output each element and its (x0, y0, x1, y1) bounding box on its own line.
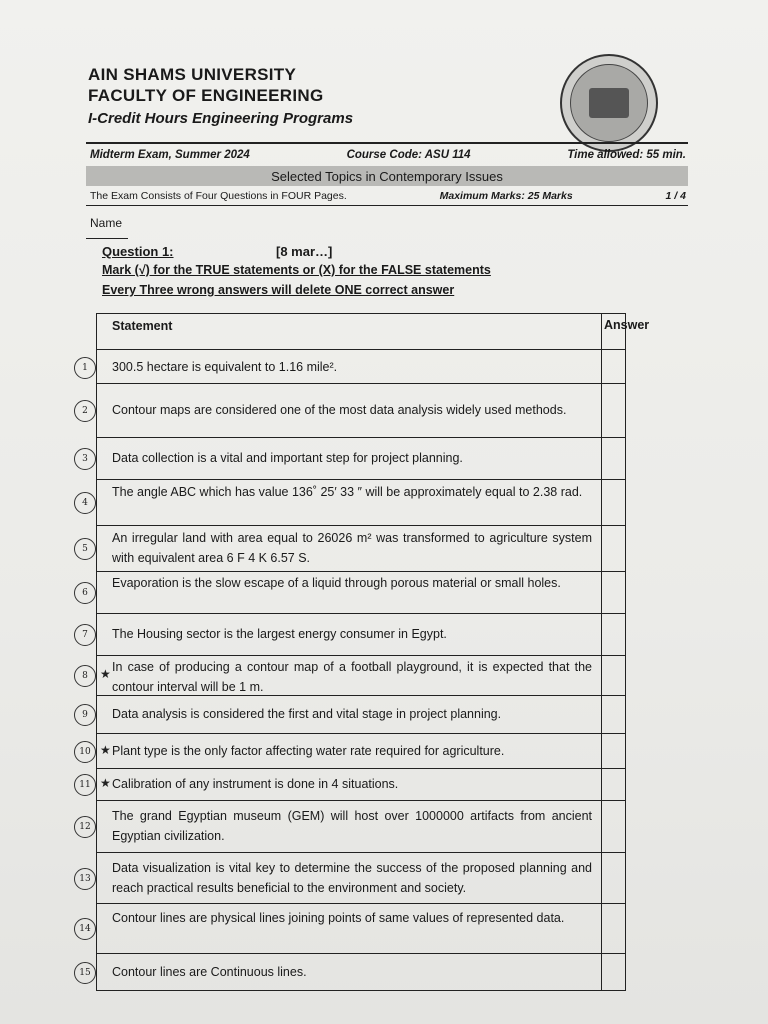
answer-cell[interactable] (602, 734, 625, 768)
question-marks: [8 mar…] (276, 244, 333, 259)
university-seal-icon (560, 54, 658, 152)
answer-cell[interactable] (602, 614, 625, 655)
statement-text: The angle ABC which has value 136˚ 25′ 33 ″ will be approximately equal to 2.38 rad. (112, 485, 583, 499)
answer-cell[interactable] (602, 480, 625, 525)
faculty-name: FACULTY OF ENGINEERING (88, 86, 324, 105)
question-number-badge: 3 (74, 448, 96, 470)
table-row (96, 613, 626, 655)
answer-cell[interactable] (602, 801, 625, 852)
table-row (96, 768, 626, 800)
table-row (96, 479, 626, 525)
statement-text: Evaporation is the slow escape of a liquid through porous material or small holes. (112, 576, 561, 590)
course-code: Course Code: ASU 114 (346, 149, 471, 161)
question-number-badge: 12 (74, 816, 96, 838)
answer-cell[interactable] (602, 904, 625, 953)
statement-text: 300.5 hectare is equivalent to 1.16 mile². (112, 359, 338, 374)
answer-cell[interactable] (602, 526, 625, 571)
column-header-statement: Statement (112, 319, 173, 333)
question-number-badge: 8 (74, 665, 96, 687)
programs-name: I-Credit Hours Engineering Programs (88, 110, 354, 127)
question-number-badge: 6 (74, 582, 96, 604)
exam-consists: The Exam Consists of Four Questions in FOUR Pages. (90, 190, 347, 202)
answer-cell[interactable] (602, 954, 625, 990)
statement-text: Data visualization is vital key to determine the success of the proposed planning and reach practical results beneficial to the environment and society. (112, 860, 592, 895)
time-allowed: Time allowed: 55 min. (567, 149, 686, 161)
table-row (96, 525, 626, 571)
table-row (96, 852, 626, 903)
student-name-label: Name (90, 216, 123, 230)
table-row (96, 903, 626, 953)
question-number-badge: 13 (74, 868, 96, 890)
question-header (102, 244, 333, 259)
table-row (96, 733, 626, 768)
statement-text: Plant type is the only factor affecting water rate required for agriculture. (112, 743, 505, 758)
name-underline (86, 238, 128, 239)
question-number-badge: 15 (74, 962, 96, 984)
instruction-penalty: Every Three wrong answers will delete ONE correct answer (102, 283, 455, 297)
question-title: Question 1: (102, 244, 174, 259)
statement-text: The grand Egyptian museum (GEM) will host over 1000000 artifacts from ancient Egyptian civilization. (112, 809, 592, 843)
divider (86, 142, 688, 144)
instruction-true-false: Mark (√) for the TRUE statements or (X) for the FALSE statements (102, 263, 491, 277)
table-row (96, 695, 626, 733)
university-header (88, 64, 324, 106)
star-mark-icon: ★ (100, 742, 111, 757)
statement-text: Calibration of any instrument is done in 4 situations. (112, 777, 399, 791)
table-row (96, 655, 626, 695)
question-number-badge: 14 (74, 918, 96, 940)
answer-cell[interactable] (602, 572, 625, 613)
table-row (96, 953, 626, 990)
table-row (96, 437, 626, 479)
page-number: 1 / 4 (665, 190, 686, 202)
answer-cell[interactable] (602, 769, 625, 800)
table-row (96, 571, 626, 613)
exam-meta-row (90, 190, 686, 202)
column-header-answer: Answer (604, 318, 650, 332)
star-mark-icon: ★ (100, 776, 111, 790)
university-name: AIN SHAMS UNIVERSITY (88, 65, 297, 84)
star-mark-icon: ★ (100, 667, 111, 681)
question-number-badge: 4 (74, 492, 96, 514)
course-title: Selected Topics in Contemporary Issues (271, 168, 503, 184)
exam-name: Midterm Exam, Summer 2024 (90, 149, 250, 161)
table-row (96, 800, 626, 852)
question-number-badge: 10 (74, 741, 96, 763)
answer-cell[interactable] (602, 696, 625, 733)
statement-text: Contour lines are physical lines joining points of same values of represented data. (112, 911, 565, 925)
question-number-badge: 1 (74, 357, 96, 379)
question-number-badge: 2 (74, 400, 96, 422)
statement-text: Contour lines are Continuous lines. (112, 964, 307, 979)
statement-text: An irregular land with area equal to 26026 m² was transformed to agriculture system with equivalent area 6 F 4 K 6.57 S. (112, 531, 592, 565)
statement-text: Contour maps are considered one of the most data analysis widely used methods. (112, 403, 567, 417)
question-number-badge: 7 (74, 624, 96, 646)
statement-text: In case of producing a contour map of a football playground, it is expected that the contour interval will be 1 m. (112, 660, 592, 694)
table-row (96, 350, 626, 383)
answer-cell[interactable] (602, 438, 625, 479)
answer-cell[interactable] (602, 853, 625, 903)
maximum-marks: Maximum Marks: 25 Marks (439, 190, 573, 202)
statement-text: Data analysis is considered the first and vital stage in project planning. (112, 707, 502, 721)
course-title-bar (86, 166, 688, 186)
answer-cell[interactable] (602, 656, 625, 695)
answer-cell[interactable] (602, 351, 625, 383)
answer-cell[interactable] (602, 384, 625, 437)
exam-info-row (90, 149, 686, 161)
question-number-badge: 9 (74, 704, 96, 726)
statement-text: The Housing sector is the largest energy consumer in Egypt. (112, 627, 447, 641)
table-row (96, 383, 626, 437)
question-number-badge: 11 (74, 774, 96, 796)
divider (86, 205, 688, 206)
question-number-badge: 5 (74, 538, 96, 560)
statements-table (79, 313, 650, 990)
statement-text: Data collection is a vital and important step for project planning. (112, 451, 463, 465)
